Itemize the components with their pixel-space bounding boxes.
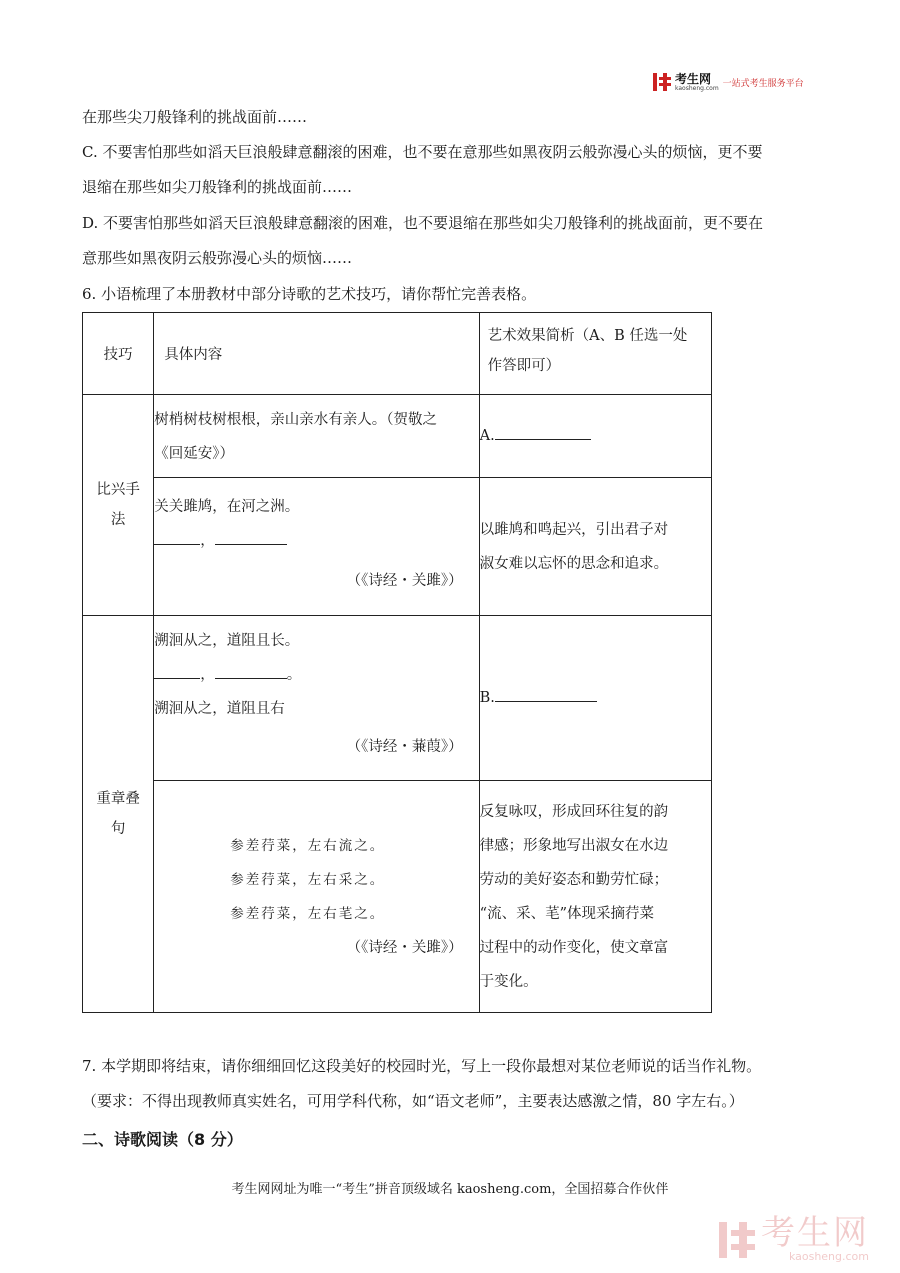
jianjia-blank-1[interactable] [154,662,200,679]
watermark-logo-icon [717,1220,757,1260]
page-footer: 考生网网址为唯一“考生”拼音顶级域名 kaosheng.com，全国招募合作伙伴 [231,1182,669,1197]
option-d-line2: 意那些如黑夜阴云般弥漫心头的烦恼…… [82,249,353,267]
table-header-row [83,313,712,395]
content-jianjia: 溯洄从之，道阻且长。 ， 。 溯洄从之，道阻且右 （《诗经・蒹葭》） [154,616,479,781]
content-guanju-repeat: 参差荇菜，左右流之。 参差荇菜，左右采之。 参差荇菜，左右芼之。 （《诗经・关雎》） [154,781,479,1013]
header-logo [652,70,804,94]
watermark-name: 考生网 [761,1213,869,1253]
guanju-blank-1[interactable] [154,528,200,545]
technique-bixing: 比兴手 法 [83,395,154,616]
kaosheng-logo-icon [652,72,672,92]
answer-a-cell: A. [479,395,711,478]
question-6-prompt: 6. 小语梳理了本册教材中部分诗歌的艺术技巧，请你帮忙完善表格。 [82,285,537,303]
option-c-line1: C. 不要害怕那些如滔天巨浪般肆意翻滚的困难，也不要在意那些如黑夜阴云般弥漫心头的烦恼，更不要 [82,143,763,161]
answer-repeat-effect: 反复咏叹，形成回环往复的韵 律感；形象地写出淑女在水边 劳动的美好姿态和勤劳忙碌； “流、采、芼”体现采摘荇菜 过程中的动作变化，使文章富 于变化。 [479,781,711,1013]
technique-chongzhang: 重章叠 句 [83,616,154,1013]
watermark [717,1213,869,1263]
table-row [83,616,712,781]
answer-b-blank[interactable] [495,685,597,702]
header-effect: 艺术效果简析（A、B 任选一处 作答即可） [479,313,711,395]
logo-name: 考生网 [675,71,712,86]
table-row [83,478,712,616]
option-b-tail: 在那些尖刀般锋利的挑战面前…… [82,108,308,126]
option-c-line2: 退缩在那些如尖刀般锋利的挑战面前…… [82,178,353,196]
answer-a-blank[interactable] [495,423,591,440]
jianjia-blank-2[interactable] [215,662,287,679]
art-techniques-table [82,312,712,1013]
guanju-blank-2[interactable] [215,528,287,545]
answer-b-cell: B. [479,616,711,781]
content-guanju: 关关雎鸠，在河之洲。 ， （《诗经・关雎》） [154,478,479,616]
answer-guanju-effect: 以雎鸠和鸣起兴，引出君子对 淑女难以忘怀的思念和追求。 [479,478,711,616]
header-technique: 技巧 [83,313,154,395]
header-content: 具体内容 [154,313,479,395]
logo-slogan: 一站式考生服务平台 [722,78,804,89]
question-7-line2: （要求：不得出现教师真实姓名，可用学科代称，如“语文老师”，主要表达感激之情，80 字左右。） [82,1092,744,1110]
watermark-domain: kaosheng.com [788,1250,869,1263]
logo-domain: kaosheng.com [675,84,719,92]
content-huiyanan: 树梢树枝树根根，亲山亲水有亲人。（贺敬之 《回延安》） [154,395,479,478]
question-7-line1: 7. 本学期即将结束，请你细细回忆这段美好的校园时光，写上一段你最想对某位老师说的话当作礼物。 [82,1057,762,1075]
table-row [83,781,712,1013]
section-title: 二、诗歌阅读（8 分） [82,1130,243,1149]
option-d-line1: D. 不要害怕那些如滔天巨浪般肆意翻滚的困难，也不要退缩在那些如尖刀般锋利的挑战面前，更不要在 [82,214,764,232]
table-row [83,395,712,478]
